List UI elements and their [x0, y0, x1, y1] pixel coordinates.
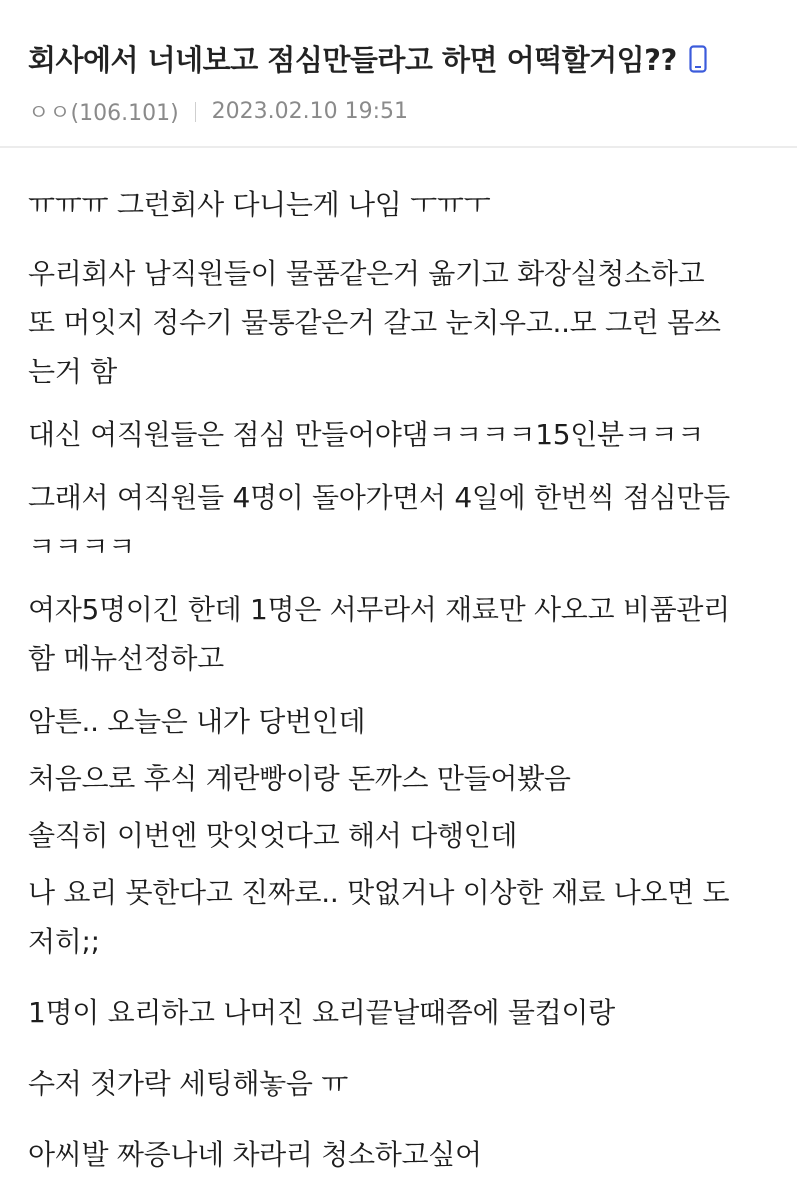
body-line: 1명이 요리하고 나머진 요리끝날때쯤에 물컵이랑 — [28, 996, 615, 1029]
body-line: ㅋㅋㅋㅋ — [28, 530, 135, 563]
body-line: 는거 함 — [28, 355, 117, 388]
body-line: 대신 여직원들은 점심 만들어야댐ㅋㅋㅋㅋ15인분ㅋㅋㅋ — [28, 418, 705, 451]
body-paragraph — [28, 811, 788, 860]
body-paragraph — [28, 868, 788, 966]
body-paragraph — [28, 585, 788, 683]
body-paragraph — [28, 249, 788, 396]
body-line: 수저 젓가락 세팅해놓음 ㅠ — [28, 1067, 349, 1100]
body-line: 저히;; — [28, 925, 100, 958]
title-row — [28, 38, 777, 79]
body-line: 함 메뉴선정하고 — [28, 642, 224, 675]
body-line: 그래서 여직원들 4명이 돌아가면서 4일에 한번씩 점심만듬 — [28, 481, 730, 514]
body-paragraph — [28, 754, 788, 803]
post-date: 2023.02.10 19:51 — [211, 99, 409, 124]
body-line: 나 요리 못한다고 진짜로.. 맛없거나 이상한 재료 나오면 도 — [28, 876, 730, 909]
body-line: 솔직히 이번엔 맛잇엇다고 해서 다행인데 — [28, 819, 518, 852]
post-title: 회사에서 너네보고 점심만들라고 하면 어떡할거임?? — [28, 43, 677, 77]
body-paragraph — [28, 1130, 788, 1179]
author-name[interactable]: ㅇㅇ(106.101) — [28, 101, 179, 126]
body-line: 아씨발 짜증나네 차라리 청소하고싶어 — [28, 1138, 482, 1171]
body-line: 암튼.. 오늘은 내가 당번인데 — [28, 705, 366, 738]
post-body — [28, 180, 788, 1179]
body-line: ㅠㅠㅠ 그런회사 다니는게 나임 ㅜㅠㅜ — [28, 188, 491, 221]
body-paragraph — [28, 410, 788, 459]
meta-divider — [195, 102, 196, 122]
body-line: 우리회사 남직원들이 물품같은거 옮기고 화장실청소하고 — [28, 257, 705, 290]
body-line: 처음으로 후식 계란빵이랑 돈까스 만들어봤음 — [28, 762, 571, 795]
body-paragraph — [28, 180, 788, 229]
mobile-phone-icon — [689, 45, 707, 73]
body-line: 여자5명이긴 한데 1명은 서무라서 재료만 사오고 비품관리 — [28, 593, 730, 626]
body-paragraph — [28, 697, 788, 746]
body-paragraph — [28, 1059, 788, 1108]
body-paragraph — [28, 988, 788, 1037]
post-meta — [28, 96, 408, 127]
body-paragraph — [28, 473, 788, 571]
body-line: 또 머잇지 정수기 물통같은거 갈고 눈치우고..모 그런 몸쓰 — [28, 306, 721, 339]
post-header — [0, 0, 797, 148]
